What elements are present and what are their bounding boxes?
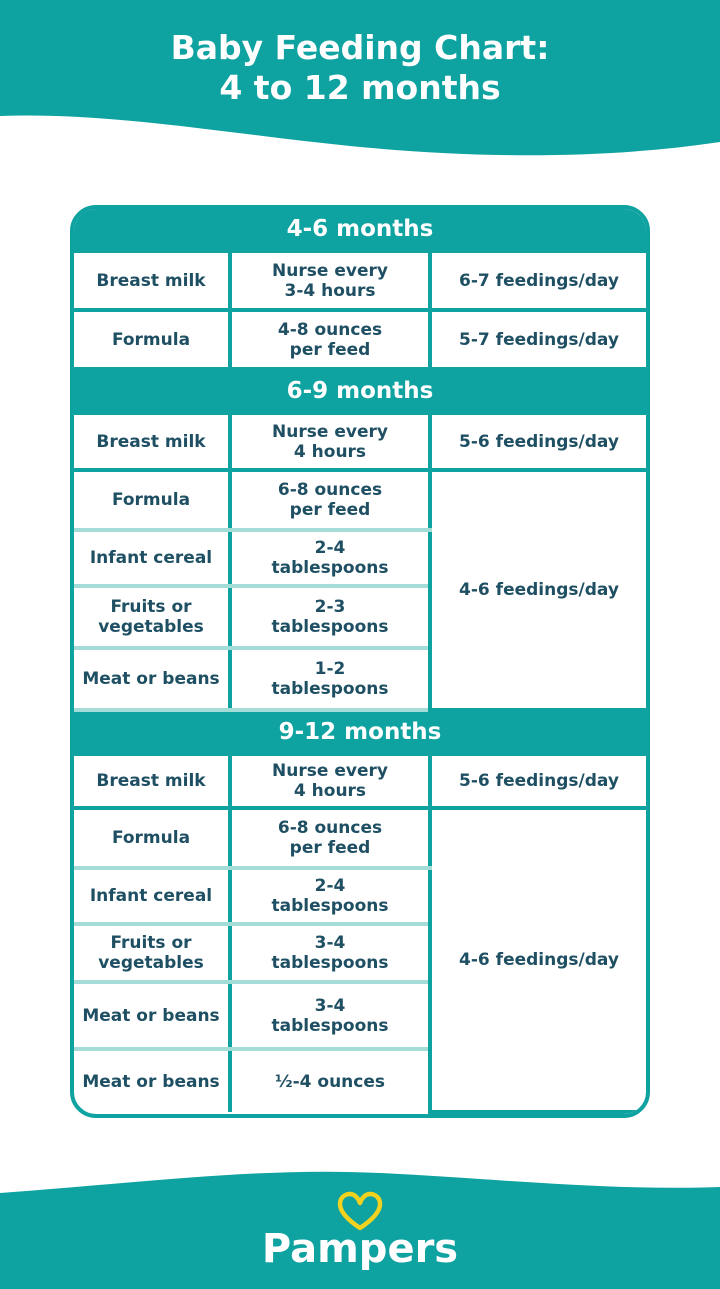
amount-cell: 3-4 tablespoons [230,982,430,1049]
amount-cell: Nurse every 3-4 hours [230,251,430,310]
frequency-cell: 5-7 feedings/day [430,310,646,369]
feeding-chart-table [70,205,650,1118]
brand-wordmark: Pampers [261,1226,459,1270]
table-row [74,470,646,530]
page-title [0,28,720,108]
food-cell: Formula [74,808,230,868]
food-cell: Breast milk [74,754,230,808]
age-range-heading: 4-6 months [74,209,646,251]
table-row [74,754,646,808]
food-cell: Infant cereal [74,868,230,924]
table-row [74,413,646,470]
heart-icon [340,1194,380,1228]
pampers-logo [260,1190,460,1270]
frequency-cell: 6-7 feedings/day [430,251,646,310]
frequency-cell: 4-6 feedings/day [430,808,646,1112]
food-cell: Breast milk [74,251,230,310]
food-cell: Fruits or vegetables [74,586,230,648]
section-header-row [74,369,646,413]
amount-cell: 4-8 ounces per feed [230,310,430,369]
amount-cell: 1-2 tablespoons [230,648,430,710]
section-header-row [74,710,646,754]
table-row [74,808,646,868]
food-cell: Formula [74,470,230,530]
food-cell: Formula [74,310,230,369]
page-title-line-1: Baby Feeding Chart: [170,28,550,67]
frequency-cell: 4-6 feedings/day [430,470,646,710]
food-cell: Breast milk [74,413,230,470]
frequency-cell: 5-6 feedings/day [430,754,646,808]
amount-cell: 2-3 tablespoons [230,586,430,648]
food-cell: Meat or beans [74,982,230,1049]
amount-cell: Nurse every 4 hours [230,754,430,808]
table-row [74,310,646,369]
amount-cell: ½-4 ounces [230,1049,430,1112]
table-row [74,251,646,310]
section-header-row [74,209,646,251]
amount-cell: 3-4 tablespoons [230,924,430,982]
age-range-heading: 6-9 months [74,369,646,413]
food-cell: Meat or beans [74,648,230,710]
food-cell: Meat or beans [74,1049,230,1112]
amount-cell: 2-4 tablespoons [230,868,430,924]
amount-cell: 2-4 tablespoons [230,530,430,586]
food-cell: Fruits or vegetables [74,924,230,982]
amount-cell: 6-8 ounces per feed [230,470,430,530]
food-cell: Infant cereal [74,530,230,586]
age-range-heading: 9-12 months [74,710,646,754]
amount-cell: Nurse every 4 hours [230,413,430,470]
amount-cell: 6-8 ounces per feed [230,808,430,868]
page-title-line-2: 4 to 12 months [219,68,501,107]
frequency-cell: 5-6 feedings/day [430,413,646,470]
